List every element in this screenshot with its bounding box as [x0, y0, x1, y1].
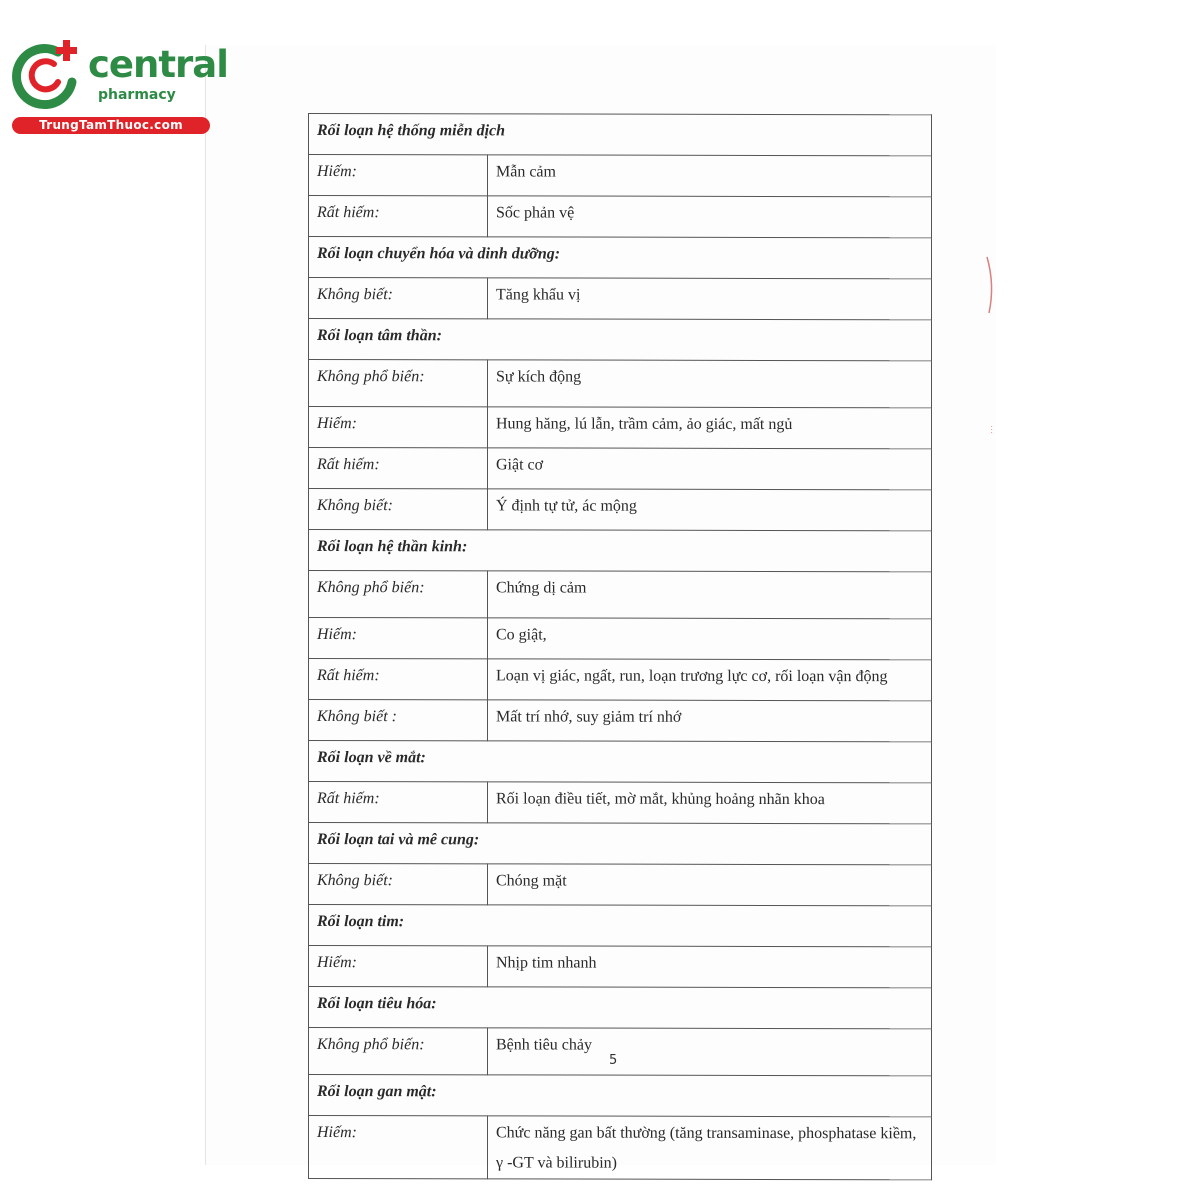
section-header	[309, 823, 932, 865]
table-row	[309, 700, 932, 742]
table-row	[309, 489, 932, 531]
effect-cell: Tăng khẩu vị	[488, 278, 932, 320]
section-header	[309, 1075, 932, 1117]
table-row	[309, 864, 932, 906]
stamp-text: …	[988, 425, 998, 436]
table-row	[309, 782, 932, 824]
effect-cell: Chứng dị cảm	[488, 571, 932, 619]
red-stamp-mark-icon	[985, 255, 997, 315]
frequency-cell: Hiếm:	[309, 618, 488, 659]
effect-cell: Giật cơ	[488, 448, 932, 490]
section-header	[309, 114, 932, 156]
frequency-cell: Không biết :	[309, 700, 488, 741]
section-header	[309, 530, 932, 572]
section-header	[309, 741, 932, 783]
section-title: Rối loạn tâm thần:	[309, 319, 932, 361]
section-header	[309, 237, 932, 279]
effect-cell: Sốc phản vệ	[488, 196, 932, 238]
table-row	[309, 448, 932, 490]
effect-cell: Sự kích động	[488, 360, 932, 408]
table-row	[309, 1028, 932, 1076]
table-row	[309, 618, 932, 660]
section-title: Rối loạn hệ thần kinh:	[309, 530, 932, 572]
section-header	[309, 905, 932, 947]
section-title: Rối loạn hệ thống miễn dịch	[309, 114, 932, 156]
frequency-cell: Không phổ biến:	[309, 1028, 488, 1075]
brand-url-banner: TrungTamThuoc.com	[12, 117, 210, 134]
table-row	[309, 407, 932, 449]
section-title: Rối loạn về mắt:	[309, 741, 932, 783]
table-row	[309, 196, 932, 238]
page-number: 5	[609, 1053, 618, 1068]
section-title: Rối loạn tim:	[309, 905, 932, 947]
frequency-cell: Hiếm:	[309, 407, 488, 448]
section-title: Rối loạn tiêu hóa:	[309, 987, 932, 1029]
effect-cell: Rối loạn điều tiết, mờ mắt, khủng hoảng nhãn khoa	[488, 782, 932, 824]
frequency-cell: Không phổ biến:	[309, 571, 488, 618]
section-title: Rối loạn chuyển hóa và dinh dưỡng:	[309, 237, 932, 279]
effect-cell: Mất trí nhớ, suy giảm trí nhớ	[488, 700, 932, 742]
frequency-cell: Không phổ biến:	[309, 360, 488, 407]
frequency-cell: Không biết:	[309, 864, 488, 905]
table-row	[309, 946, 932, 988]
frequency-cell: Hiếm:	[309, 1116, 488, 1179]
section-title: Rối loạn gan mật:	[309, 1075, 932, 1117]
frequency-cell: Rất hiếm:	[309, 782, 488, 823]
frequency-cell: Rất hiếm:	[309, 659, 488, 700]
effect-cell: Co giật,	[488, 618, 932, 660]
effect-cell: Loạn vị giác, ngất, run, loạn trương lực cơ, rối loạn vận động	[488, 659, 932, 701]
frequency-cell: Rất hiếm:	[309, 196, 488, 237]
table-row	[309, 155, 932, 197]
brand-subtitle: pharmacy	[98, 87, 176, 103]
table-row	[309, 360, 932, 408]
effect-cell: Chức năng gan bất thường (tăng transaminase, phosphatase kiềm, γ -GT và bilirubin)	[488, 1116, 932, 1180]
brand-name: central	[88, 43, 228, 86]
effect-cell: Bệnh tiêu chảy	[488, 1028, 932, 1076]
table-row	[309, 1116, 932, 1180]
adverse-effects-table	[308, 113, 932, 1180]
section-title: Rối loạn tai và mê cung:	[309, 823, 932, 865]
frequency-cell: Không biết:	[309, 489, 488, 530]
frequency-cell: Không biết:	[309, 278, 488, 319]
effect-cell: Mẫn cảm	[488, 155, 932, 197]
effect-cell: Chóng mặt	[488, 864, 932, 906]
effect-cell: Hung hăng, lú lẫn, trầm cảm, ảo giác, mất ngủ	[488, 407, 932, 449]
frequency-cell: Rất hiếm:	[309, 448, 488, 489]
effect-cell: Nhịp tim nhanh	[488, 946, 932, 988]
section-header	[309, 319, 932, 361]
section-header	[309, 987, 932, 1029]
central-pharmacy-logo	[10, 38, 228, 138]
table-row	[309, 278, 932, 320]
pharmacy-cross-logo-icon	[10, 38, 82, 110]
table-row	[309, 571, 932, 619]
table-row	[309, 659, 932, 701]
effect-cell: Ý định tự tử, ác mộng	[488, 489, 932, 531]
frequency-cell: Hiếm:	[309, 946, 488, 987]
frequency-cell: Hiếm:	[309, 155, 488, 196]
